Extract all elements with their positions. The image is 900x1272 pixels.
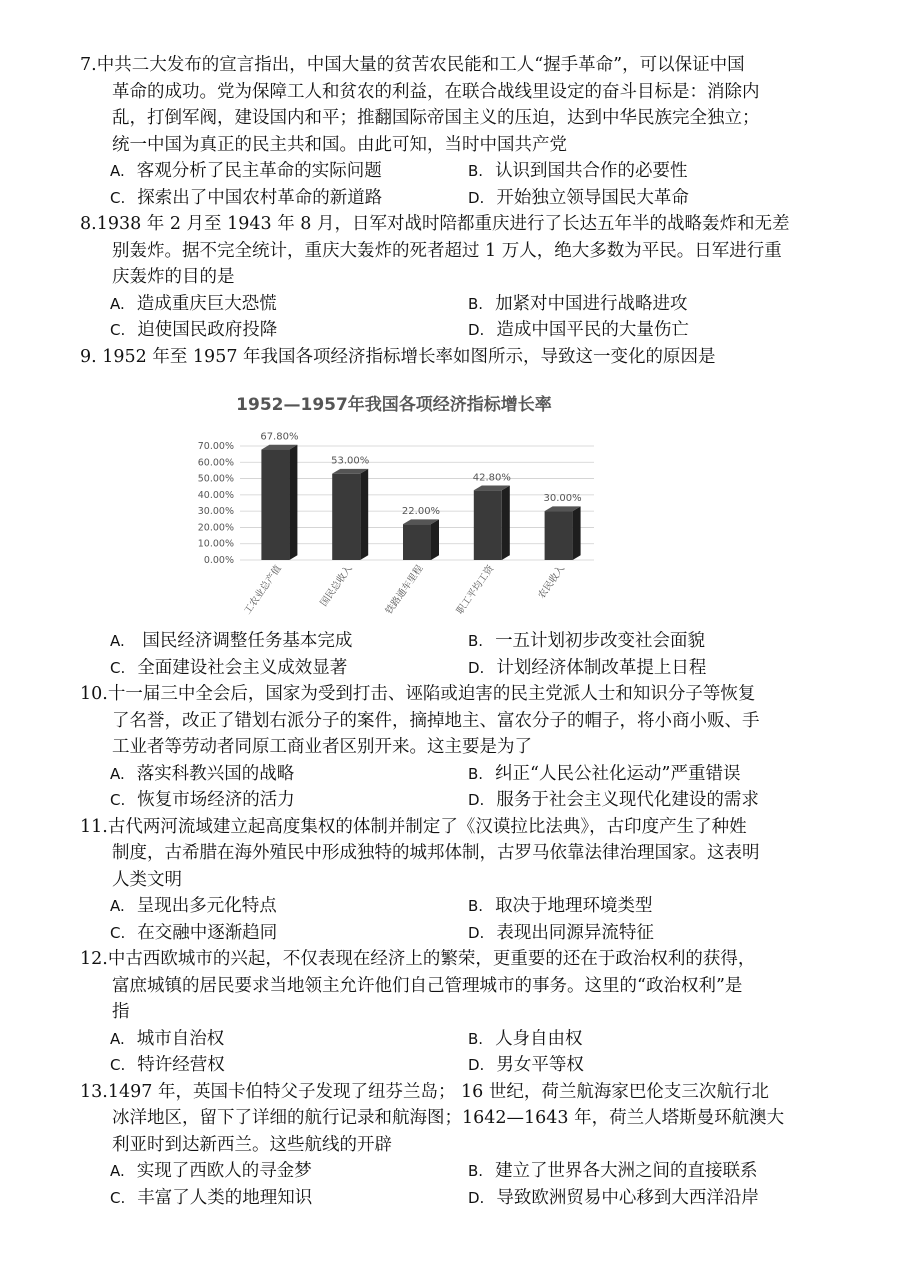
option-text: 建立了世界各大洲之间的直接联系 bbox=[495, 1161, 758, 1181]
question-stem bbox=[80, 814, 840, 894]
question-12 bbox=[80, 946, 840, 1079]
question-text-line: 冰洋地区，留下了详细的航行记录和航海图；1642—1643 年，荷兰人塔斯曼环航澳大 bbox=[112, 1108, 785, 1128]
option-label: C. bbox=[110, 1056, 126, 1074]
bar-value-label: 22.00% bbox=[401, 506, 441, 518]
question-number: 9. bbox=[80, 346, 97, 367]
option-text: 国民经济调整任务基本完成 bbox=[136, 631, 353, 651]
option-label: D. bbox=[468, 923, 485, 942]
bar bbox=[332, 474, 360, 560]
option-label: B. bbox=[468, 897, 484, 915]
option-text: 探索出了中国农村革命的新道路 bbox=[137, 187, 383, 208]
option-label: B. bbox=[468, 1029, 484, 1048]
question-stem bbox=[80, 211, 840, 291]
option-label: C. bbox=[110, 188, 126, 207]
option-label: C. bbox=[110, 1188, 126, 1207]
chart-svg bbox=[184, 386, 604, 634]
option-label: D. bbox=[468, 658, 485, 677]
question-stem bbox=[80, 946, 840, 1026]
question-number: 13. bbox=[80, 1081, 108, 1102]
answer-option bbox=[468, 893, 826, 920]
option-text: 城市自治权 bbox=[136, 1028, 225, 1049]
answer-option bbox=[110, 655, 468, 682]
option-text: 加紧对中国进行战略进攻 bbox=[495, 293, 688, 314]
question-text: 中古西欧城市的兴起，不仅表现在经济上的繁荣，更重要的还在于政治权利的获得， bbox=[107, 949, 756, 969]
question-first-line bbox=[80, 52, 840, 79]
x-category-label: 工农业总产值 bbox=[242, 563, 284, 617]
option-label: A. bbox=[110, 1162, 125, 1180]
question-stem bbox=[80, 52, 840, 158]
bar-side bbox=[431, 519, 439, 560]
question-first-line bbox=[80, 814, 840, 841]
question-text: 1952 年至 1957 年我国各项经济指标增长率如图所示，导致这一变化的原因是 bbox=[96, 346, 716, 367]
answer-options bbox=[80, 158, 840, 211]
question-number: 12. bbox=[80, 949, 108, 969]
answer-option bbox=[468, 185, 826, 212]
answer-option bbox=[110, 1026, 468, 1053]
bar bbox=[474, 490, 502, 560]
question-first-line bbox=[80, 344, 840, 371]
question-number: 11. bbox=[80, 816, 108, 837]
bar-value-label: 53.00% bbox=[331, 455, 370, 467]
answer-option bbox=[110, 1158, 468, 1185]
option-text: 落实科教兴国的战略 bbox=[136, 763, 295, 784]
question-first-line bbox=[80, 1079, 840, 1106]
question-text-line: 利亚时到达新西兰。这些航线的开辟 bbox=[112, 1134, 392, 1155]
y-tick-label: 20.00% bbox=[197, 522, 234, 534]
question-number: 7. bbox=[80, 55, 97, 75]
question-8 bbox=[80, 211, 840, 344]
x-category-label: 国民总收入 bbox=[318, 563, 355, 609]
question-text: 古代两河流域建立起高度集权的体制并制定了《汉谟拉比法典》，古印度产生了种姓 bbox=[107, 816, 747, 837]
answer-option bbox=[468, 761, 826, 788]
option-label: D. bbox=[468, 791, 485, 809]
option-text: 呈现出多元化特点 bbox=[136, 896, 277, 916]
chart-y-ticks bbox=[198, 441, 234, 566]
y-tick-label: 0.00% bbox=[203, 555, 234, 566]
option-text: 特许经营权 bbox=[137, 1055, 225, 1075]
bar-side bbox=[502, 485, 510, 560]
question-7 bbox=[80, 52, 840, 211]
question-text-line: 庆轰炸的目的是 bbox=[112, 267, 235, 287]
answer-option bbox=[468, 317, 826, 344]
option-label: D. bbox=[468, 1056, 485, 1074]
answer-option bbox=[110, 787, 468, 814]
chart-title: 1952—1957年我国各项经济指标增长率 bbox=[236, 395, 552, 415]
question-text-line: 人类文明 bbox=[112, 869, 182, 890]
x-category-label: 铁路通车里程 bbox=[383, 563, 426, 617]
option-text: 丰富了人类的地理知识 bbox=[137, 1187, 313, 1208]
option-label: A. bbox=[110, 632, 125, 650]
bar-value-label: 30.00% bbox=[543, 493, 582, 505]
option-text: 服务于社会主义现代化建设的需求 bbox=[496, 790, 759, 810]
answer-options bbox=[80, 761, 840, 814]
option-text: 表现出同源异流特征 bbox=[496, 922, 654, 943]
option-text: 人身自由权 bbox=[495, 1028, 583, 1049]
option-label: D. bbox=[468, 1188, 485, 1207]
option-text: 男女平等权 bbox=[496, 1055, 584, 1075]
question-text: 十一届三中全会后，国家为受到打击、诬陷或迫害的民主党派人士和知识分子等恢复 bbox=[107, 684, 756, 704]
answer-options bbox=[80, 1158, 840, 1211]
question-text: 1938 年 2 月至 1943 年 8 月，日军对战时陪都重庆进行了长达五年半的战略轰炸和无差 bbox=[96, 214, 790, 234]
question-text-line: 了名誉，改正了错划右派分子的案件，摘掉地主、富农分子的帽子，将小商小贩、手 bbox=[112, 710, 760, 731]
growth-rate-chart bbox=[184, 386, 604, 634]
option-text: 认识到国共合作的必要性 bbox=[495, 161, 688, 181]
answer-option bbox=[110, 920, 468, 947]
question-text-line: 统一中国为真正的民主共和国。由此可知，当时中国共产党 bbox=[112, 134, 567, 155]
answer-option bbox=[468, 920, 826, 947]
question-text-line: 乱，打倒军阀，建设国内和平；推翻国际帝国主义的压迫，达到中华民族完全独立； bbox=[112, 108, 760, 128]
option-label: C. bbox=[110, 658, 126, 677]
question-number: 8. bbox=[80, 214, 97, 234]
option-text: 造成中国平民的大量伤亡 bbox=[496, 320, 689, 340]
option-text: 开始独立领导国民大革命 bbox=[496, 187, 689, 208]
answer-option bbox=[110, 291, 468, 318]
answer-option bbox=[110, 317, 468, 344]
question-stem bbox=[80, 681, 840, 761]
y-tick-label: 70.00% bbox=[197, 441, 234, 452]
y-tick-label: 50.00% bbox=[197, 473, 234, 485]
question-11 bbox=[80, 814, 840, 947]
option-text: 迫使国民政府投降 bbox=[137, 320, 278, 340]
question-text-line: 别轰炸。据不完全统计，重庆大轰炸的死者超过 1 万人，绝大多数为平民。日军进行重 bbox=[112, 240, 782, 261]
answer-option bbox=[468, 787, 826, 814]
option-text: 在交融中逐渐趋同 bbox=[137, 922, 278, 943]
question-first-line bbox=[80, 946, 840, 973]
chart-bars bbox=[260, 432, 581, 560]
answer-option bbox=[110, 158, 468, 185]
option-text: 造成重庆巨大恐慌 bbox=[136, 293, 277, 314]
answer-options bbox=[80, 291, 840, 344]
question-stem bbox=[80, 1079, 840, 1159]
question-number: 10. bbox=[80, 684, 108, 704]
answer-option bbox=[110, 185, 468, 212]
y-tick-label: 40.00% bbox=[197, 489, 234, 501]
option-label: A. bbox=[110, 897, 125, 915]
answer-options bbox=[80, 893, 840, 946]
option-text: 全面建设社会主义成效显著 bbox=[137, 657, 348, 678]
question-text: 1497 年，英国卡伯特父子发现了纽芬兰岛； 16 世纪，荷兰航海家巴伦支三次航行北 bbox=[107, 1081, 769, 1102]
answer-option bbox=[468, 655, 826, 682]
question-text-line: 富庶城镇的居民要求当地领主允许他们自己管理城市的事务。这里的“政治权利”是 bbox=[112, 975, 743, 996]
option-label: B. bbox=[468, 162, 484, 180]
answer-option bbox=[110, 893, 468, 920]
answer-options bbox=[80, 628, 840, 681]
option-text: 计划经济体制改革提上日程 bbox=[496, 657, 707, 678]
question-first-line bbox=[80, 681, 840, 708]
option-text: 客观分析了民主革命的实际问题 bbox=[136, 161, 382, 181]
option-text: 一五计划初步改变社会面貌 bbox=[495, 631, 706, 651]
option-label: C. bbox=[110, 923, 126, 942]
answer-option bbox=[468, 1052, 826, 1079]
option-text: 导致欧洲贸易中心移到大西洋沿岸 bbox=[496, 1187, 759, 1208]
question-first-line bbox=[80, 211, 840, 238]
bar-side bbox=[360, 469, 368, 560]
option-label: B. bbox=[468, 764, 484, 783]
option-label: C. bbox=[110, 791, 126, 809]
option-text: 取决于地理环境类型 bbox=[495, 896, 653, 916]
question-text-line: 工业者等劳动者同原工商业者区别开来。这主要是为了 bbox=[112, 737, 532, 757]
question-text: 中共二大发布的宣言指出，中国大量的贫苦农民能和工人“握手革命”，可以保证中国 bbox=[96, 55, 745, 75]
y-tick-label: 60.00% bbox=[197, 457, 234, 469]
bar bbox=[545, 511, 573, 560]
y-tick-label: 10.00% bbox=[197, 538, 234, 550]
option-label: B. bbox=[468, 1162, 484, 1180]
option-label: D. bbox=[468, 321, 485, 339]
option-label: B. bbox=[468, 632, 484, 650]
option-label: C. bbox=[110, 321, 126, 339]
bar bbox=[403, 524, 431, 560]
answer-option bbox=[468, 291, 826, 318]
question-stem bbox=[80, 344, 840, 371]
question-text-line: 制度，古希腊在海外殖民中形成独特的城邦体制，古罗马依靠法律治理国家。这表明 bbox=[112, 843, 760, 863]
x-category-label: 农民收入 bbox=[536, 563, 568, 601]
chart-x-labels bbox=[241, 562, 567, 616]
question-10 bbox=[80, 681, 840, 814]
bar-value-label: 42.80% bbox=[472, 472, 511, 484]
x-category-label: 职工平均工资 bbox=[454, 563, 497, 617]
option-label: B. bbox=[468, 294, 484, 313]
option-text: 纠正“人民公社化运动”严重错误 bbox=[495, 763, 741, 784]
answer-option bbox=[110, 1052, 468, 1079]
y-tick-label: 30.00% bbox=[197, 506, 234, 518]
bar-value-label: 67.80% bbox=[260, 431, 299, 443]
question-text-line: 革命的成功。党为保障工人和贫农的利益，在联合战线里设定的奋斗目标是：消除内 bbox=[112, 81, 760, 102]
answer-option bbox=[468, 1026, 826, 1053]
option-label: A. bbox=[110, 162, 125, 180]
answer-option bbox=[110, 1185, 468, 1212]
option-label: A. bbox=[110, 1029, 125, 1048]
question-text-line: 指 bbox=[112, 1002, 130, 1022]
answer-option bbox=[468, 158, 826, 185]
option-label: A. bbox=[110, 294, 125, 313]
option-text: 实现了西欧人的寻金梦 bbox=[136, 1161, 312, 1181]
option-label: D. bbox=[468, 188, 485, 207]
answer-options bbox=[80, 1026, 840, 1079]
bar bbox=[261, 450, 289, 560]
question-13 bbox=[80, 1079, 840, 1212]
option-text: 恢复市场经济的活力 bbox=[137, 790, 295, 810]
answer-option bbox=[468, 1185, 826, 1212]
answer-option bbox=[468, 1158, 826, 1185]
answer-option bbox=[110, 761, 468, 788]
bar-side bbox=[289, 445, 297, 560]
option-label: A. bbox=[110, 764, 125, 783]
bar-side bbox=[573, 506, 581, 560]
